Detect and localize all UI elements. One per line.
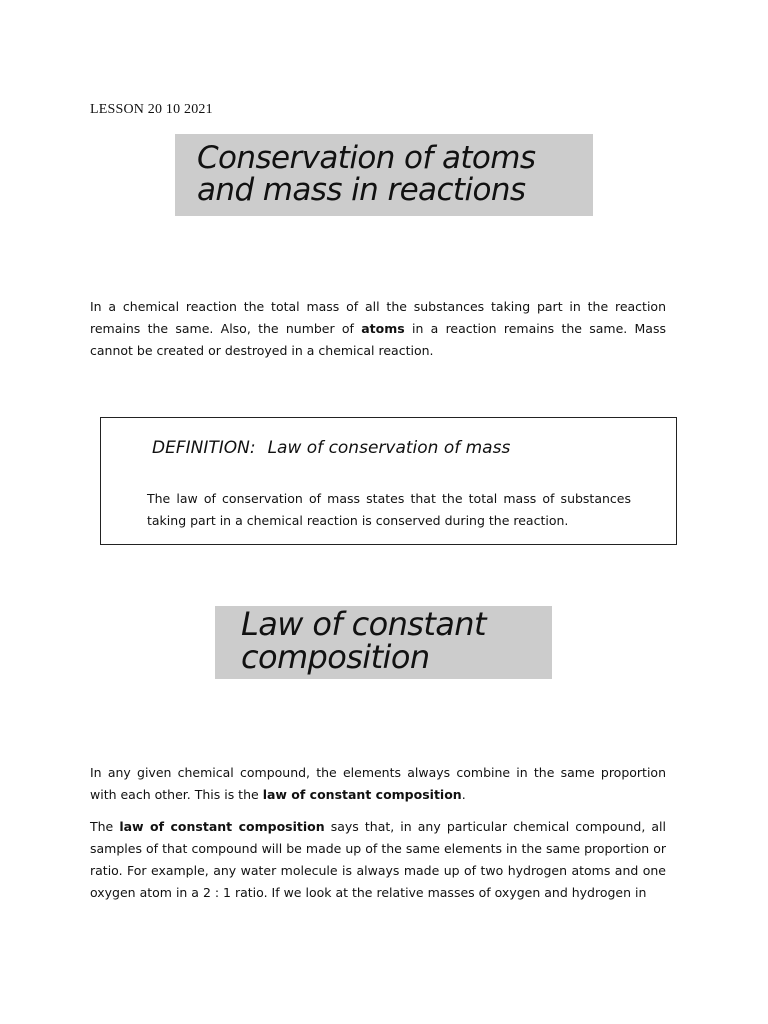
bold-term: law of constant composition [119, 819, 325, 834]
section-title-line: Conservation of atoms [197, 140, 536, 176]
section-title-line: composition [241, 638, 430, 676]
definition-text: The law of conservation of mass states that the total mass of substances taking part in a chemical reaction is conserved during the reaction. [147, 491, 631, 528]
bold-term: law of constant composition [262, 787, 462, 802]
definition-name: Law of conservation of mass [267, 438, 511, 458]
paragraph-text: . [461, 787, 466, 802]
section-title-conservation [175, 134, 593, 216]
composition-paragraph [90, 762, 666, 806]
paragraph-text: The [90, 819, 120, 834]
definition-heading [152, 438, 510, 458]
paragraph-text: In any given chemical compound, the elements always combine in the same proportion with each other. This is the [90, 765, 666, 802]
paragraph-text: says that, in any particular chemical compound, all samples of that compound will be made up of the same elements in the same proportion or ratio. For example, any water molecule is always made up of two hydrogen atoms and one oxygen atom in a 2 : 1 ratio. If we look at the relative masses of oxygen and hydrogen in [90, 819, 666, 900]
section-title-constant-composition [215, 606, 552, 679]
definition-label: DEFINITION: [152, 438, 256, 458]
lesson-header: LESSON 20 10 2021 [90, 102, 213, 117]
paragraph-text: in a reaction remains the same. Mass cannot be created or destroyed in a chemical reaction. [90, 321, 666, 358]
section-title-line: Law of constant [241, 605, 486, 643]
definition-box [100, 417, 677, 545]
bold-term: atoms [361, 321, 405, 336]
composition-detail-paragraph [90, 816, 666, 904]
intro-paragraph [90, 296, 666, 362]
section-title-line: and mass in reactions [197, 172, 526, 208]
paragraph-text: In a chemical reaction the total mass of all the substances taking part in the reaction remains the same. Also, the number of [90, 299, 666, 336]
